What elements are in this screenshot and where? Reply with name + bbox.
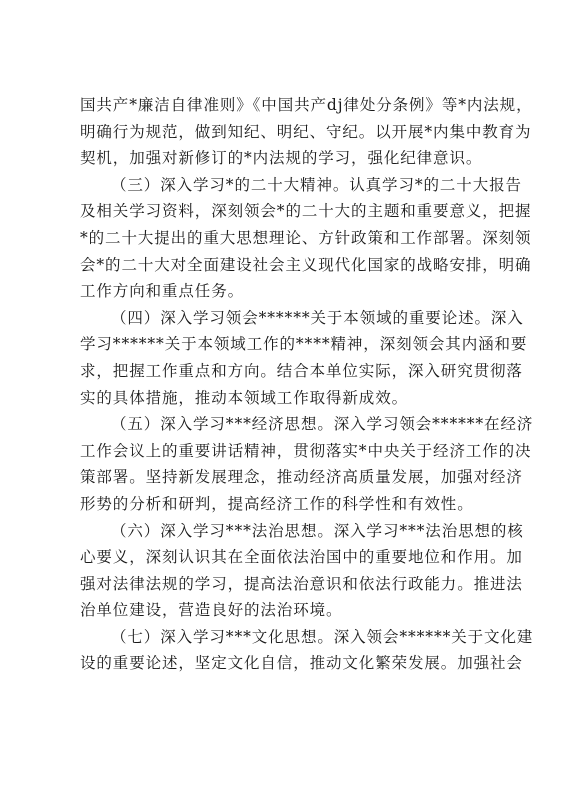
text-line: 工作会议上的重要讲话精神，贯彻落实*中央关于经济工作的决 xyxy=(80,441,532,460)
section-heading-line: （七）深入学习***文化思想。深入领会******关于文化建 xyxy=(111,627,534,646)
section-heading-line: （五）深入学习***经济思想。深入学习领会******在经济 xyxy=(111,415,534,434)
text-line: 国共产*廉洁自律准则》《中国共产dj律处分条例》等*内法规， xyxy=(80,96,533,114)
text-line: 强对法律法规的学习，提高法治意识和依法行政能力。推进法 xyxy=(80,574,523,593)
text-line: 设的重要论述，坚定文化自信，推动文化繁荣发展。加强社会 xyxy=(80,654,523,673)
text-line: 契机，加强对新修订的*内法规的学习，强化纪律意识。 xyxy=(80,149,483,168)
paragraph-section-6 xyxy=(80,518,524,624)
section-heading-line: （四）深入学习领会******关于本领域的重要论述。深入 xyxy=(111,308,524,327)
section-heading-line: （六）深入学习***法治思想。深入学习***法治思想的核 xyxy=(111,521,524,540)
paragraph-discipline-rules xyxy=(80,92,533,172)
text-line: 形势的分析和研判，提高经济工作的科学性和有效性。 xyxy=(80,494,474,513)
paragraph-section-5 xyxy=(80,411,534,517)
paragraph-section-7 xyxy=(80,624,534,677)
text-line: 治单位建设，营造良好的法治环境。 xyxy=(80,601,343,620)
text-line: 实的具体措施，推动本领域工作取得新成效。 xyxy=(80,388,409,407)
text-line: 及相关学习资料，深刻领会*的二十大的主题和重要意义，把握 xyxy=(80,202,532,221)
section-heading-line: （三）深入学习*的二十大精神。认真学习*的二十大报告 xyxy=(111,175,522,194)
paragraph-section-4 xyxy=(80,305,528,411)
text-line: 求，把握工作重点和方向。结合本单位实际，深入研究贯彻落 xyxy=(80,361,523,380)
text-line: 工作方向和重点任务。 xyxy=(80,282,245,301)
paragraph-section-3 xyxy=(80,172,532,305)
text-line: *的二十大提出的重大思想理论、方针政策和工作部署。深刻领 xyxy=(80,228,532,247)
text-line: 策部署。坚持新发展理念，推动经济高质量发展，加强对经济 xyxy=(80,468,523,487)
text-line: 明确行为规范，做到知纪、明纪、守纪。以开展*内集中教育为 xyxy=(80,122,532,141)
text-line: 学习******关于本领域工作的****精神，深刻领会其内涵和要 xyxy=(80,335,528,354)
text-line: 心要义，深刻认识其在全面依法治国中的重要地位和作用。加 xyxy=(80,548,523,567)
document-page xyxy=(80,92,534,677)
text-line: 会*的二十大对全面建设社会主义现代化国家的战略安排，明确 xyxy=(80,255,532,274)
